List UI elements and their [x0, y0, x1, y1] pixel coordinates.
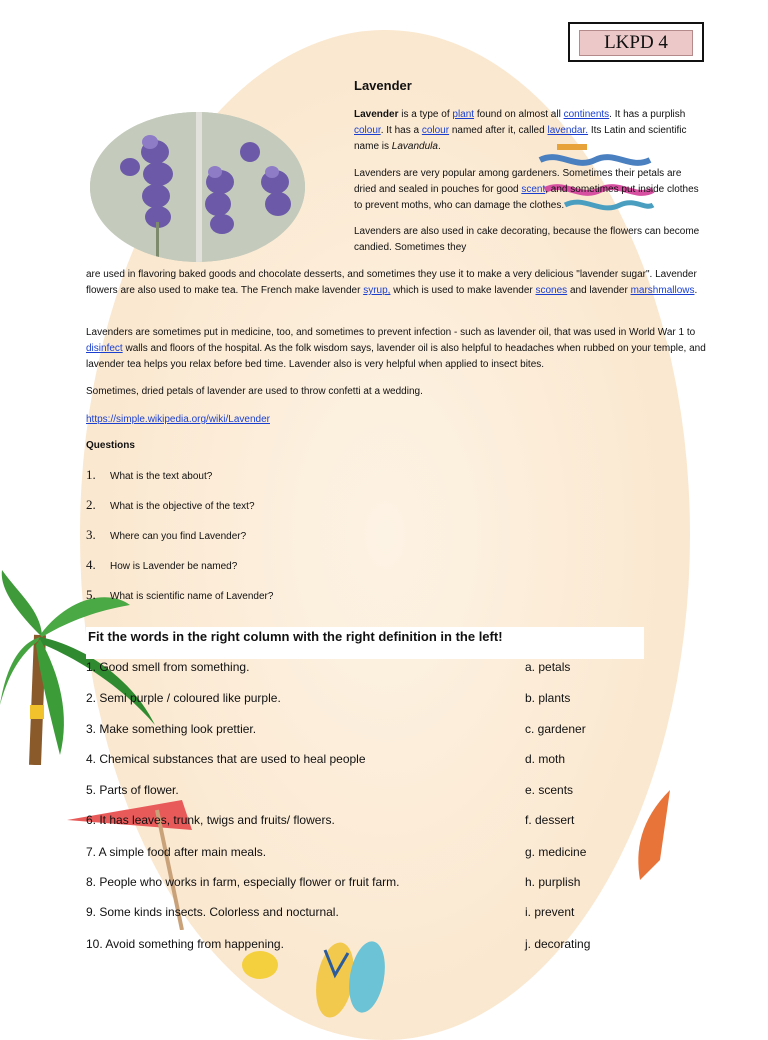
link-marshmallows[interactable]: marshmallows: [630, 285, 695, 296]
link-disinfect[interactable]: disinfect: [86, 343, 123, 354]
question-item: 1. What is the text about?: [86, 467, 213, 482]
confetti-paragraph: Sometimes, dried petals of lavender are used to throw confetti at a wedding.: [86, 386, 423, 397]
badge-label: LKPD 4: [579, 30, 693, 56]
word-item: g. medicine: [525, 845, 587, 859]
lavender-photo: [90, 112, 305, 262]
intro-paragraph: Lavender is a type of plant found on almost all continents. It has a purplish colour. It has a colour named after it, called lavendar. Its Latin and scientific name is Lavandula.: [354, 109, 687, 152]
flavoring-paragraph: are used in flavoring baked goods and chocolate desserts, and sometimes they use it to make a very delicious "lavender sugar". Lavender flowers are also used to make tea. The French make lavender syrup, which is used to make lavender scones and lavender marshmallows.: [86, 269, 698, 296]
word-item: j. decorating: [525, 937, 591, 951]
link-colour[interactable]: colour: [354, 125, 381, 136]
link-lavendar[interactable]: lavendar.: [547, 125, 589, 136]
link-scent[interactable]: scent: [521, 184, 546, 195]
definition-item: 9. Some kinds insects. Colorless and nocturnal.: [86, 905, 339, 919]
definition-item: 2. Semi purple / coloured like purple.: [86, 691, 281, 705]
source-link[interactable]: https://simple.wikipedia.org/wiki/Lavender: [86, 414, 270, 425]
link-scones[interactable]: scones: [535, 285, 568, 296]
gardeners-paragraph: Lavenders are very popular among gardeners. Sometimes their petals are dried and sealed in pouches for good scent, and sometimes put inside clothes to prevent moths, who can damage the clothes.: [354, 168, 699, 211]
word-item: b. plants: [525, 691, 571, 705]
question-item: 4. How is Lavender be named?: [86, 557, 238, 572]
link-plant[interactable]: plant: [452, 109, 475, 120]
definition-item: 1. Good smell from something.: [86, 660, 250, 674]
shell-icon: [630, 790, 690, 880]
word-item: d. moth: [525, 752, 566, 766]
source-link-line: [86, 412, 716, 428]
questions-heading: Questions: [86, 440, 135, 451]
definition-item: 4. Chemical substances that are used to heal people: [86, 752, 366, 766]
matching-heading: Fit the words in the right column with the right definition in the left!: [86, 627, 644, 659]
cake-paragraph: Lavenders are also used in cake decorating, because the flowers can become candied. Sometimes they: [354, 226, 700, 253]
badge-box: [568, 22, 704, 62]
word-item: f. dessert: [525, 813, 575, 827]
word-item: a. petals: [525, 660, 571, 674]
definition-item: 10. Avoid something from happening.: [86, 937, 284, 951]
link-continents[interactable]: continents: [563, 109, 610, 120]
definition-item: 3. Make something look prettier.: [86, 722, 257, 736]
word-item: i. prevent: [525, 905, 575, 919]
definition-item: 5. Parts of flower.: [86, 783, 179, 797]
word-item: e. scents: [525, 783, 574, 797]
word-item: h. purplish: [525, 875, 581, 889]
definition-item: 8. People who works in farm, especially flower or fruit farm.: [86, 875, 400, 889]
word-item: c. gardener: [525, 722, 586, 736]
definition-item: 7. A simple food after main meals.: [86, 845, 267, 859]
question-item: 3. Where can you find Lavender?: [86, 527, 247, 542]
link-colour-2[interactable]: colour: [421, 125, 450, 136]
medicine-paragraph: Lavenders are sometimes put in medicine, too, and sometimes to prevent infection - such as lavender oil, that was used in World War 1 to disinfect walls and floors of the hospital. As the folk wisdom says, lavender oil is also helpful to headaches when rubbed on your temple, and lavender tea helps you relax before bed time. Lavender also is very helpful when applied to insect bites.: [86, 327, 706, 370]
question-item: 5. What is scientific name of Lavender?: [86, 587, 274, 602]
question-item: 2. What is the objective of the text?: [86, 497, 255, 512]
link-syrup[interactable]: syrup,: [363, 285, 391, 296]
page-title: Lavender: [354, 78, 412, 93]
definition-item: 6. It has leaves, trunk, twigs and fruits/ flowers.: [86, 813, 335, 827]
